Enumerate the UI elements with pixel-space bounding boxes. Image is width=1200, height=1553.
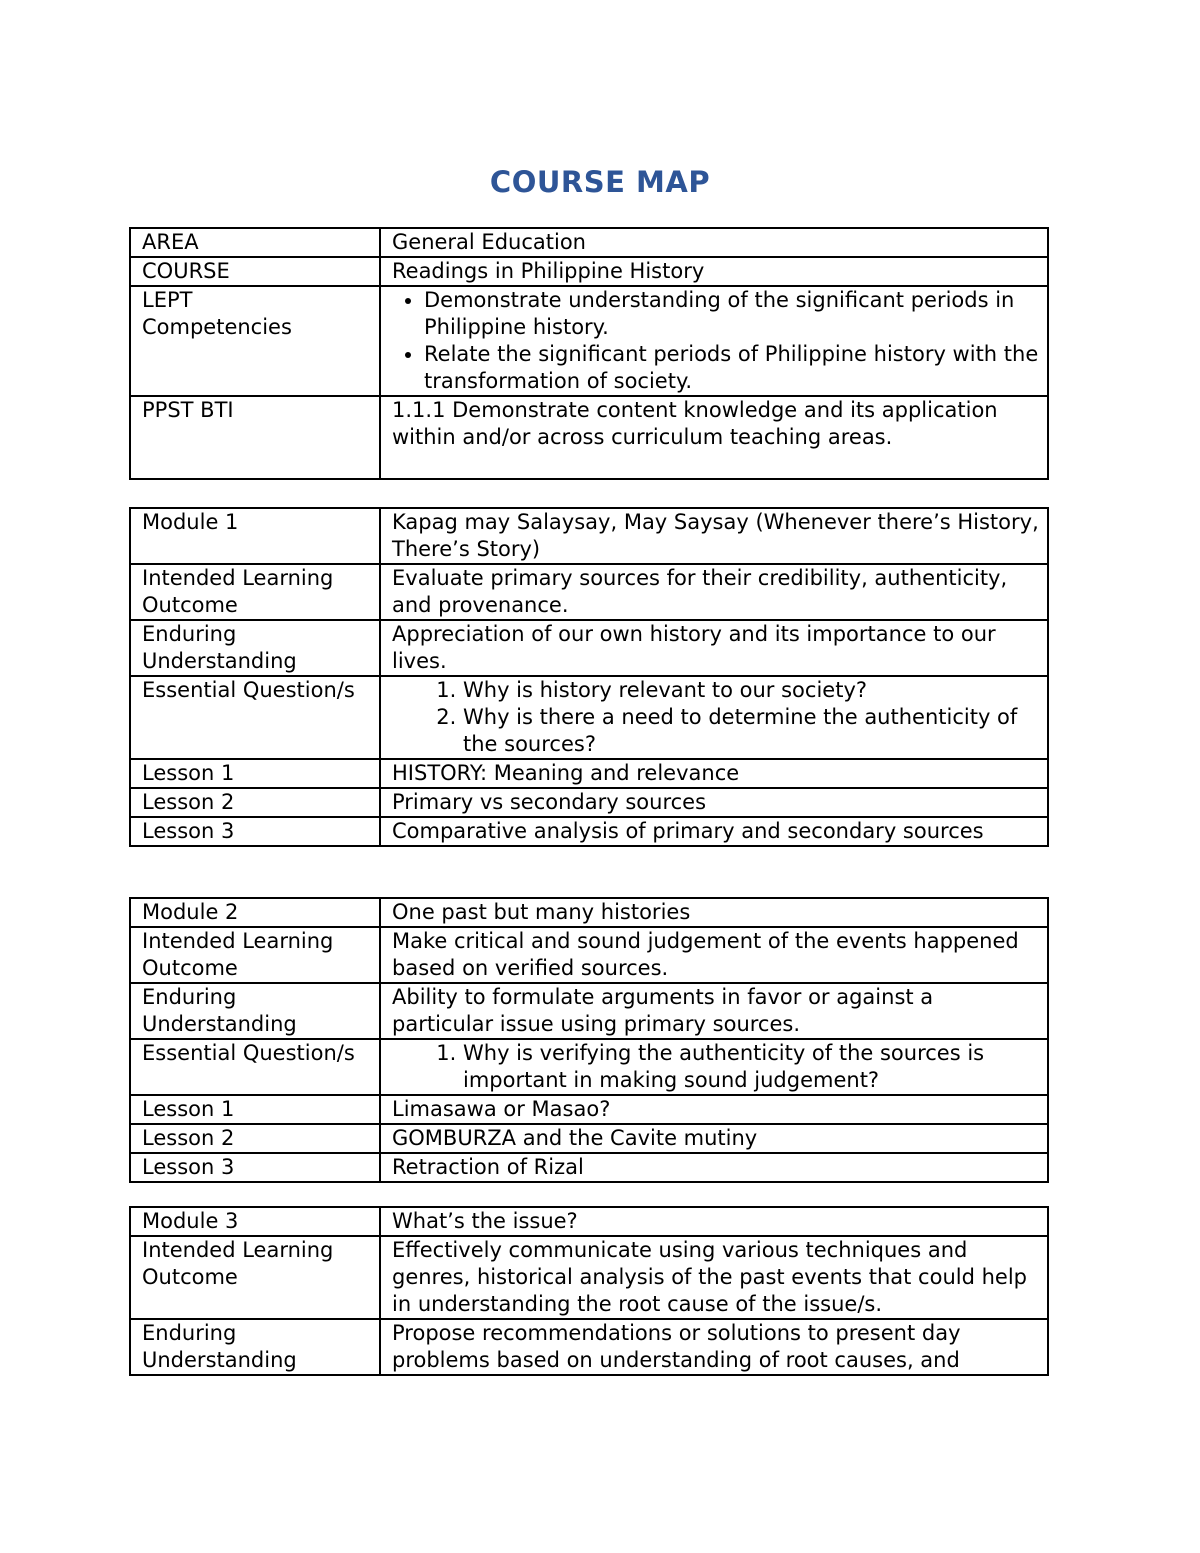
table-row [130, 257, 1048, 286]
module-label: Module 2 [130, 898, 380, 927]
ilo-label: Intended Learning Outcome [130, 927, 380, 983]
lesson-label: Lesson 2 [130, 1124, 380, 1153]
table-row [130, 508, 1048, 564]
eq-value [380, 676, 1048, 759]
ilo-label: Intended Learning Outcome [130, 1236, 380, 1319]
list-item: 2. Why is there a need to determine the authenticity of the sources? [463, 704, 1039, 758]
essential-question-list [392, 1040, 1039, 1094]
table-row [130, 1207, 1048, 1236]
eq-label: Essential Question/s [130, 676, 380, 759]
ilo-label: Intended Learning Outcome [130, 564, 380, 620]
eu-label: Enduring Understanding [130, 1319, 380, 1375]
course-label: COURSE [130, 257, 380, 286]
table-row [130, 1319, 1048, 1375]
eu-label: Enduring Understanding [130, 620, 380, 676]
lept-competency-list [392, 287, 1039, 395]
essential-question-list [392, 677, 1039, 758]
ppst-value: 1.1.1 Demonstrate content knowledge and its application within and/or across curriculum teaching areas. [380, 396, 1048, 479]
table-row [130, 788, 1048, 817]
list-item: • Relate the significant periods of Philippine history with the transformation of society. [424, 341, 1039, 395]
table-row [130, 396, 1048, 479]
lesson-title: Comparative analysis of primary and secondary sources [380, 817, 1048, 846]
eu-label: Enduring Understanding [130, 983, 380, 1039]
eq-value [380, 1039, 1048, 1095]
module-label: Module 1 [130, 508, 380, 564]
table-row [130, 927, 1048, 983]
course-value: Readings in Philippine History [380, 257, 1048, 286]
ilo-value: Effectively communicate using various techniques and genres, historical analysis of the past events that could help in understanding the root cause of the issue/s. [380, 1236, 1048, 1319]
table-row [130, 759, 1048, 788]
lesson-title: Primary vs secondary sources [380, 788, 1048, 817]
module-3-table [129, 1206, 1049, 1376]
table-row [130, 228, 1048, 257]
module-title: Kapag may Salaysay, May Saysay (Whenever there’s History, There’s Story) [380, 508, 1048, 564]
table-row [130, 817, 1048, 846]
list-item: 1. Why is verifying the authenticity of the sources is important in making sound judgement? [463, 1040, 1039, 1094]
table-row [130, 1124, 1048, 1153]
table-row [130, 286, 1048, 396]
table-row [130, 1153, 1048, 1182]
eu-value: Appreciation of our own history and its importance to our lives. [380, 620, 1048, 676]
page-title: COURSE MAP [489, 165, 711, 199]
lesson-title: Retraction of Rizal [380, 1153, 1048, 1182]
table-row [130, 620, 1048, 676]
table-row [130, 1095, 1048, 1124]
lesson-label: Lesson 1 [130, 1095, 380, 1124]
lesson-title: HISTORY: Meaning and relevance [380, 759, 1048, 788]
ilo-value: Make critical and sound judgement of the events happened based on verified sources. [380, 927, 1048, 983]
table-row [130, 564, 1048, 620]
ilo-value: Evaluate primary sources for their credibility, authenticity, and provenance. [380, 564, 1048, 620]
table-row [130, 1039, 1048, 1095]
module-label: Module 3 [130, 1207, 380, 1236]
list-item: 1. Why is history relevant to our society? [463, 677, 1039, 704]
eu-value: Propose recommendations or solutions to present day problems based on understanding of root causes, and [380, 1319, 1048, 1375]
area-value: General Education [380, 228, 1048, 257]
lesson-label: Lesson 1 [130, 759, 380, 788]
table-row [130, 898, 1048, 927]
lesson-label: Lesson 3 [130, 1153, 380, 1182]
course-overview-table [129, 227, 1049, 480]
eq-label: Essential Question/s [130, 1039, 380, 1095]
ppst-label: PPST BTI [130, 396, 380, 479]
list-item: • Demonstrate understanding of the significant periods in Philippine history. [424, 287, 1039, 341]
lesson-label: Lesson 3 [130, 817, 380, 846]
module-2-table [129, 897, 1049, 1183]
lesson-title: Limasawa or Masao? [380, 1095, 1048, 1124]
table-row [130, 676, 1048, 759]
lept-label [130, 286, 380, 396]
eu-value: Ability to formulate arguments in favor or against a particular issue using primary sources. [380, 983, 1048, 1039]
lesson-label: Lesson 2 [130, 788, 380, 817]
table-row [130, 983, 1048, 1039]
module-1-table [129, 507, 1049, 847]
lept-competencies [380, 286, 1048, 396]
lept-label-line1: LEPT [142, 288, 193, 312]
lesson-title: GOMBURZA and the Cavite mutiny [380, 1124, 1048, 1153]
module-title: What’s the issue? [380, 1207, 1048, 1236]
table-row [130, 1236, 1048, 1319]
area-label: AREA [130, 228, 380, 257]
lept-label-line2: Competencies [142, 315, 292, 339]
module-title: One past but many histories [380, 898, 1048, 927]
